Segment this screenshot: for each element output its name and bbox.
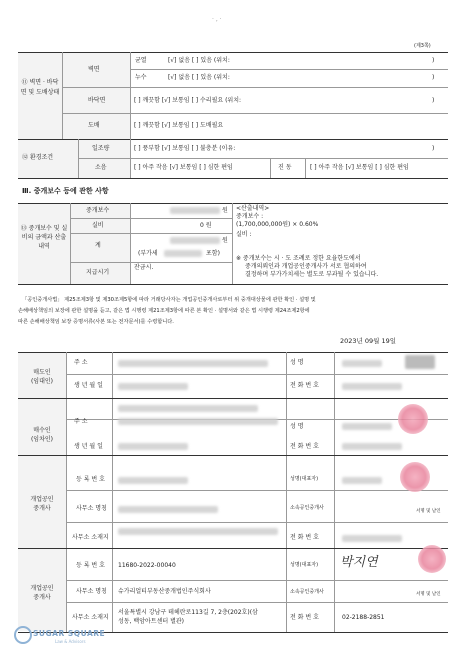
sunlight-label: 일조량 (92, 145, 110, 152)
wallpaper-label: 도배 (88, 122, 100, 129)
logo-circle-icon (14, 626, 32, 644)
sign-note: 서명 및 날인 (416, 592, 441, 597)
vat-included: 포함) (206, 250, 220, 257)
broker-phone-label: 전 화 번 호 (290, 534, 319, 541)
leak-label: 누수 (135, 74, 147, 81)
calc-note-2: 중개의뢰인과 개업공인중개사가 서로 협의하여 (245, 263, 367, 270)
representative-label: 성명(대표자) (290, 562, 319, 568)
sign-note: 서명 및 날인 (416, 509, 441, 514)
floor-label: 바닥면 (88, 97, 106, 104)
leak-options: [√] 없음 [ ] 있음 (위치: (168, 74, 230, 81)
lessor-phone-label: 전 화 번 호 (290, 382, 319, 389)
statement-line-3: 따른 손해배상책임 보장 증명서류(사본 또는 전자문서)를 수령합니다. (18, 319, 174, 325)
crack-options: [√] 없음 [ ] 있음 (위치: (168, 57, 230, 64)
noise-options: [ ] 아주 작음 [√] 보통임 [ ] 심한 편임 (134, 164, 233, 171)
calc-title: <산출내역> (236, 205, 270, 212)
section-label: ⑪ 벽면 · 바닥면 및 도배상태 (20, 79, 60, 96)
noise-label: 소음 (95, 164, 107, 171)
affiliated-agent-label: 소속공인중개사 (290, 505, 324, 511)
expense-label: 실비 (92, 222, 104, 229)
lessee-sublabel: (임차인) (30, 436, 54, 443)
expense-value: 0 원 (200, 222, 212, 229)
broker-sublabel: 중개사 (33, 505, 51, 512)
lessee-phone-label: 전 화 번 호 (290, 443, 319, 450)
floor-options: [ ] 깨끗함 [√] 보통임 [ ] 수리필요 (위치: (134, 97, 242, 104)
top-marks: · , · (212, 16, 222, 23)
broker-label: 개업공인 (30, 496, 54, 503)
crack-label: 균열 (135, 57, 147, 64)
brokerage-fee-unit: 원 (222, 207, 228, 214)
lessor-sublabel: (임대인) (30, 378, 54, 385)
payment-timing-value: 잔금시. (134, 264, 154, 271)
office-name-label: 사무소 명칭 (76, 588, 107, 595)
sunlight-options: [ ] 풍부함 [√] 보통임 [ ] 불충분 (이유: (134, 145, 236, 152)
broker-label: 개업공인 (30, 585, 54, 592)
section-label: ⑫ 환경조건 (22, 154, 54, 161)
office-address-line-1: 서울특별시 강남구 테헤란로113길 7, 2층(202호)(삼 (118, 609, 258, 616)
section-title: Ⅲ. 중개보수 등에 관한 사항 (22, 187, 109, 195)
registration-number: 11680-2022-00040 (118, 562, 176, 569)
crack-close: ) (432, 57, 435, 64)
brokerage-fee-label: 중개보수 (86, 207, 110, 214)
broker-phone-number: 02-2188-2851 (342, 614, 385, 621)
registration-label: 등 록 번 호 (76, 476, 105, 483)
statement-line-1: 「공인중개사법」 제25조제3항 및 제30조제5항에 따라 거래당사자는 개업공인중개사로부터 위 중개대상물에 관한 확인 · 설명 및 (22, 297, 316, 303)
wallpaper-options: [ ] 깨끗함 [√] 보통임 [ ] 도배필요 (134, 122, 224, 129)
broker-sublabel: 중개사 (33, 594, 51, 601)
form-number: (제3쪽) (414, 43, 431, 49)
leak-close: ) (432, 74, 435, 81)
lessor-address-label: 주 소 (74, 359, 88, 366)
wall-label: 벽면 (88, 66, 100, 73)
vibration-label: 진 동 (278, 164, 292, 171)
office-name-label: 사무소 명칭 (76, 505, 107, 512)
broker-phone-label: 전 화 번 호 (290, 614, 319, 621)
office-address-label: 사무소 소재지 (72, 534, 109, 541)
lessor-name-label: 성 명 (290, 359, 304, 366)
lessor-label: 매도인 (33, 369, 51, 376)
signing-date: 2023년 09월 19일 (340, 337, 397, 345)
vibration-options: [ ] 아주 작음 [√] 보통임 [ ] 심한 편임 (310, 164, 409, 171)
fee-section-label: ⑬ 중개보수 및 실비의 금액과 산출내역 (20, 225, 68, 250)
representative-label: 성명(대표자) (290, 476, 319, 482)
total-label: 계 (95, 242, 101, 249)
lessor-birth-label: 생 년 월 일 (74, 382, 103, 389)
office-address-label: 사무소 소재지 (72, 614, 109, 621)
vat-label: (부가세 (138, 250, 158, 257)
sunlight-close: ) (432, 145, 435, 152)
payment-timing-label: 지급시기 (86, 269, 110, 276)
floor-close: ) (432, 97, 435, 104)
registration-label: 등 록 번 호 (76, 562, 105, 569)
logo-brand: SUGAR SQUARE (33, 629, 106, 638)
lessee-label: 매수인 (33, 427, 51, 434)
total-unit: 원 (222, 237, 228, 244)
calc-expense: 실비 : (236, 231, 252, 238)
logo-tagline: Law & Advisors (55, 639, 86, 644)
calc-note-3: 결정하며 부가가치세는 별도로 부과될 수 있습니다. (245, 271, 379, 278)
lessee-address-label: 주 소 (74, 418, 88, 425)
statement-line-2: 손해배상책임의 보장에 관한 설명을 듣고, 같은 법 시행령 제21조제3항에 따른 본 확인 · 설명서와 같은 법 시행령 제24조제2항에 (18, 308, 310, 314)
lessee-name-label: 성 명 (290, 423, 304, 430)
lessee-birth-label: 생 년 월 일 (74, 443, 103, 450)
calc-note-1: ※ 중개보수는 시 · 도 조례로 정한 요율한도에서 (236, 255, 361, 262)
calc-formula: (1,700,000,000원) × 0.60% (236, 221, 319, 228)
affiliated-agent-label: 소속공인중개사 (290, 589, 324, 595)
office-address-line-2: 성동, 백암아트센터 별관) (118, 618, 185, 625)
representative-signature: 박지연 (340, 555, 378, 570)
office-name: 슈가리얼티부동산중개법인주식회사 (118, 588, 211, 595)
calc-fee-line: 중개보수 : (236, 213, 264, 220)
